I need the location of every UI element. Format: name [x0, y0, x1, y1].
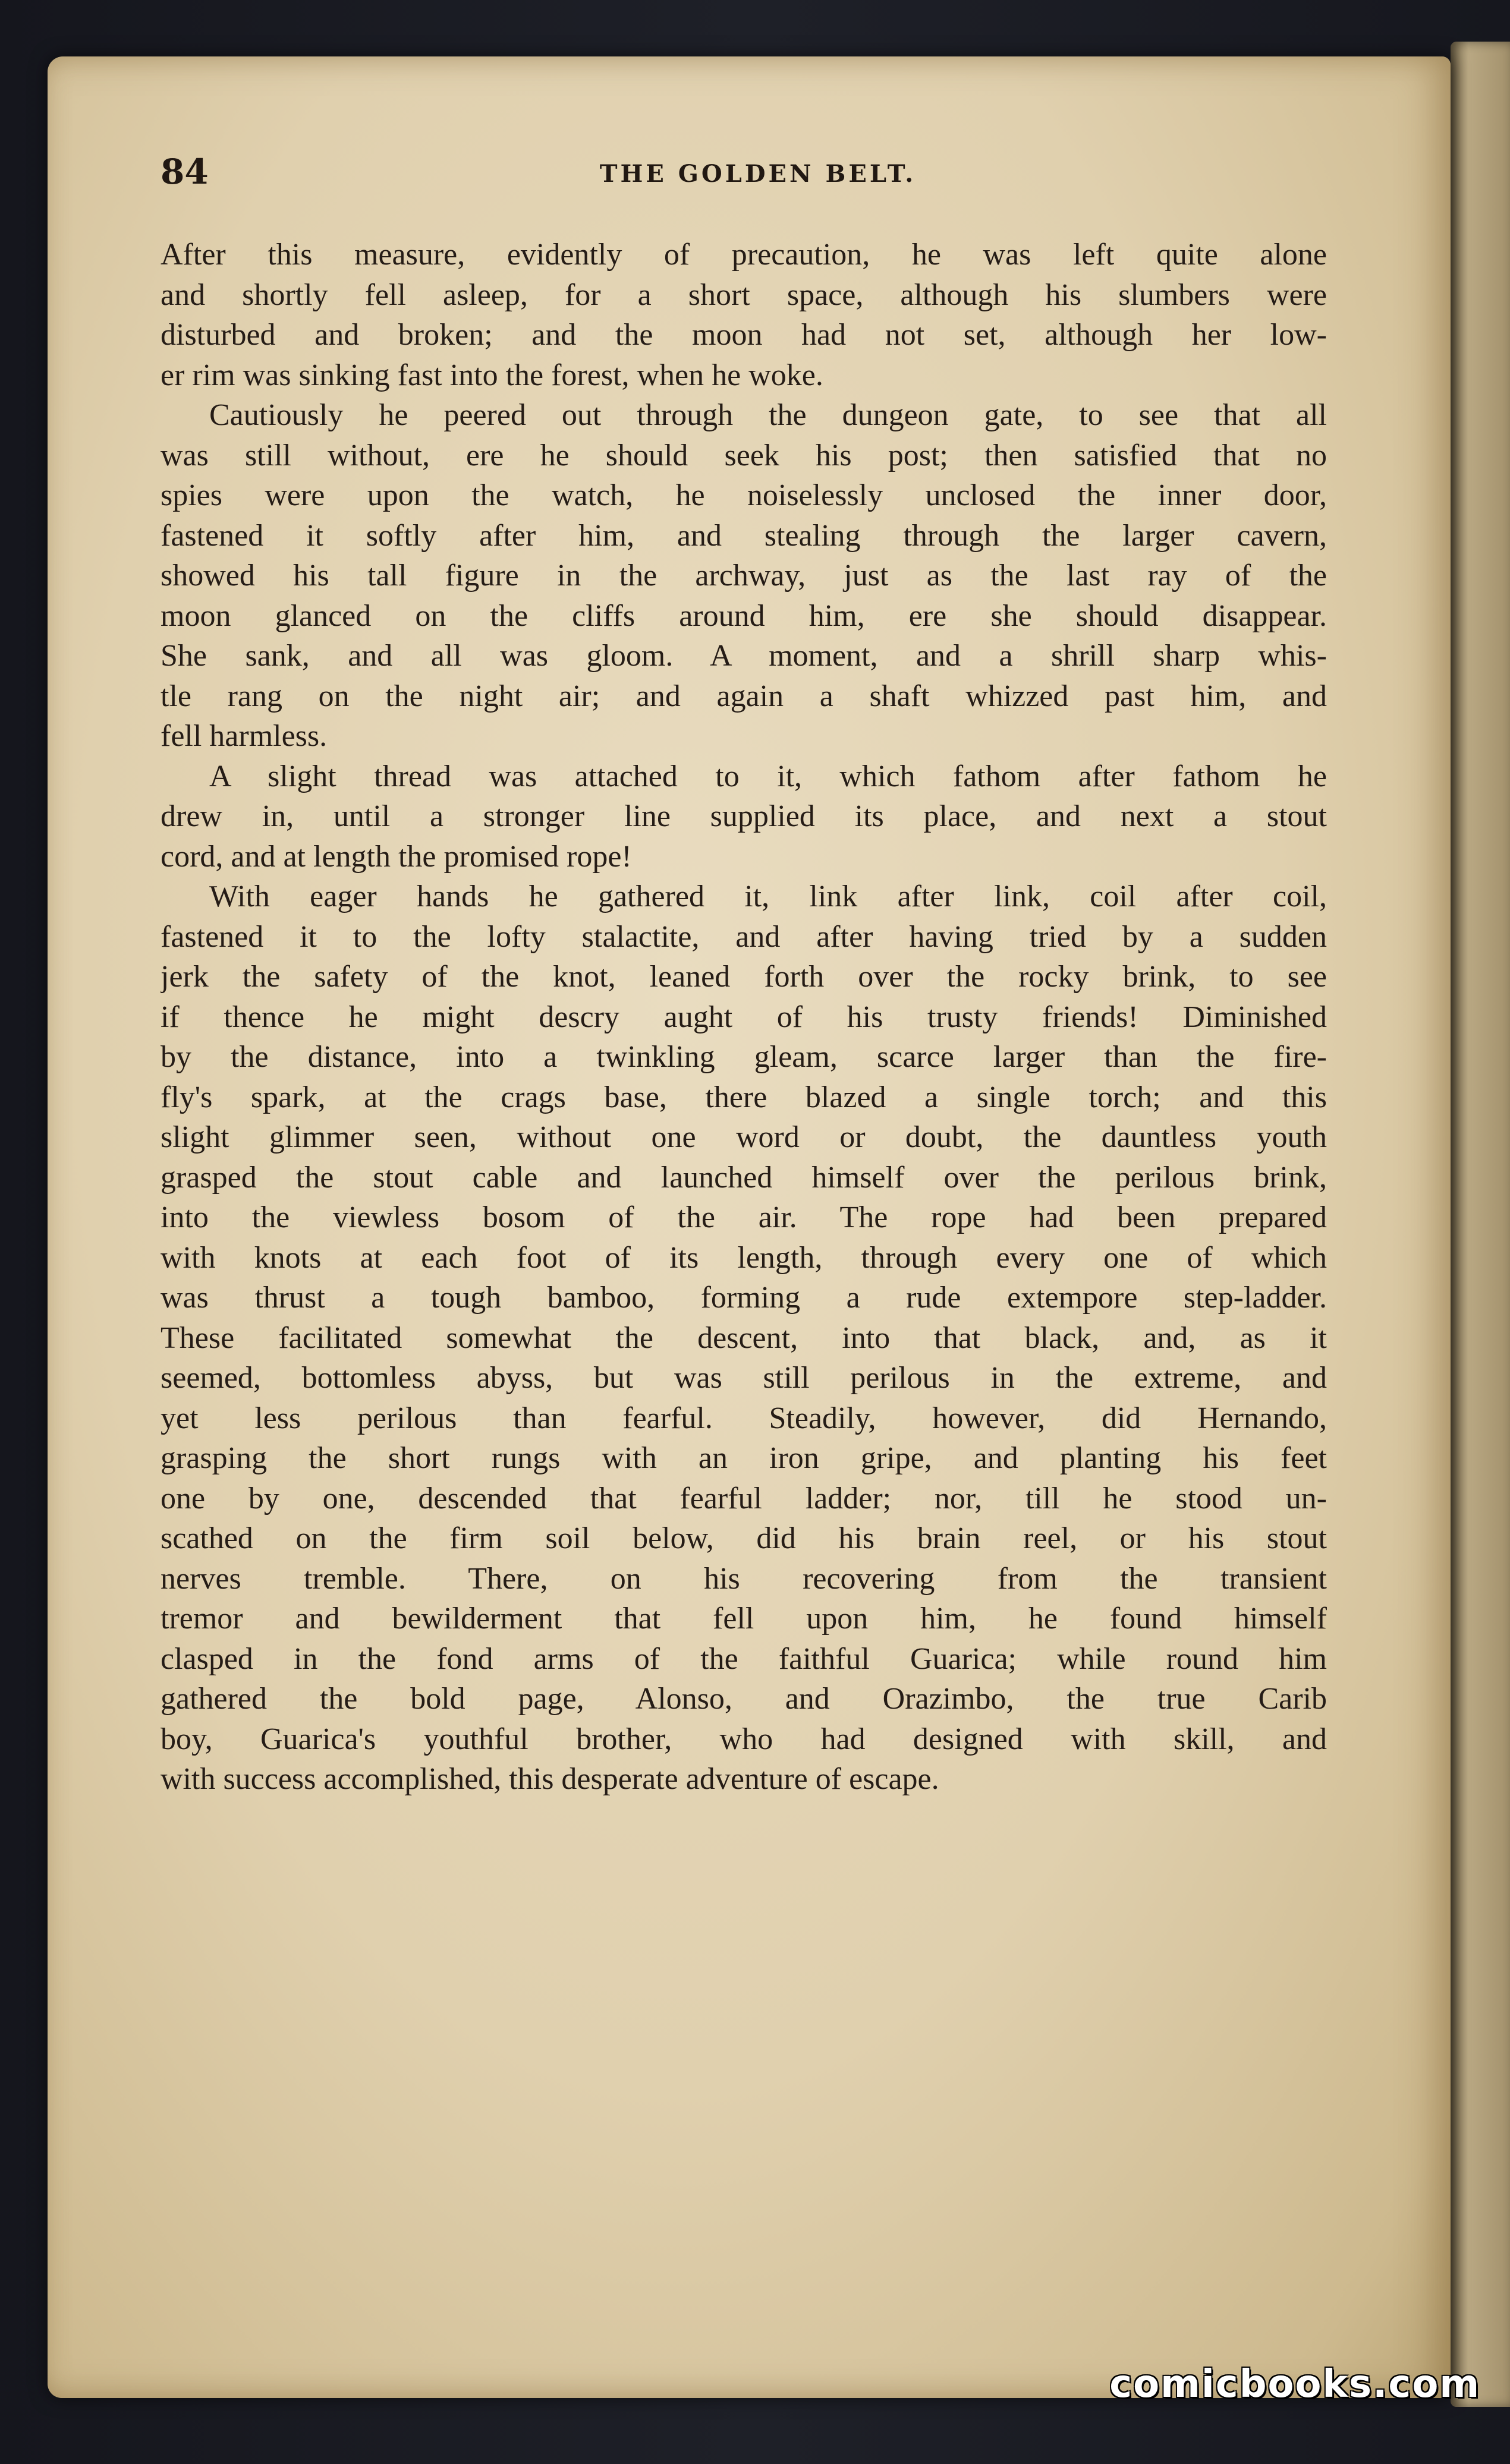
text-line: drew in, until a stronger line supplied its place, and next a stout: [161, 799, 1327, 833]
text-line: slight glimmer seen, without one word or doubt, the dauntless youth: [161, 1120, 1327, 1154]
text-line: She sank, and all was gloom. A moment, and a shrill sharp whis-: [161, 639, 1327, 673]
text-line: Cautiously he peered out through the dungeon gate, to see that all: [209, 398, 1327, 432]
text-line: was thrust a tough bamboo, forming a rude extempore step-ladder.: [161, 1281, 1327, 1315]
page-number: 84: [161, 152, 209, 192]
text-line: jerk the safety of the knot, leaned forth over the rocky brink, to see: [161, 960, 1327, 994]
text-line: with success accomplished, this desperate adventure of escape.: [161, 1762, 939, 1796]
text-line: with knots at each foot of its length, through every one of which: [161, 1240, 1327, 1275]
text-line: tremor and bewilderment that fell upon him, he found himself: [161, 1602, 1327, 1636]
text-line: grasped the stout cable and launched himself over the perilous brink,: [161, 1160, 1327, 1195]
text-line: er rim was sinking fast into the forest, when he woke.: [161, 358, 823, 392]
text-line: With eager hands he gathered it, link after link, coil after coil,: [209, 880, 1327, 913]
text-line: fell harmless.: [161, 719, 328, 753]
text-line: A slight thread was attached to it, which fathom after fathom he: [209, 759, 1327, 793]
adjacent-page-edge: [1451, 42, 1510, 2407]
text-line: showed his tall figure in the archway, just as the last ray of the: [161, 559, 1327, 593]
page-header: [161, 152, 1355, 205]
text-line: scathed on the firm soil below, did his brain reel, or his stout: [161, 1521, 1327, 1555]
running-title: THE GOLDEN BELT.: [599, 160, 917, 188]
text-line: one by one, descended that fearful ladder; nor, till he stood un-: [161, 1481, 1327, 1515]
text-line: fastened it softly after him, and stealing through the larger cavern,: [161, 518, 1327, 553]
text-line: boy, Guarica's youthful brother, who had designed with skill, and: [161, 1722, 1327, 1756]
text-line: spies were upon the watch, he noiselessly unclosed the inner door,: [161, 478, 1327, 512]
text-line: tle rang on the night air; and again a shaft whizzed past him, and: [161, 679, 1327, 713]
text-line: if thence he might descry aught of his trusty friends! Diminished: [161, 1000, 1327, 1034]
text-line: gathered the bold page, Alonso, and Orazimbo, the true Carib: [161, 1682, 1327, 1716]
text-line: fastened it to the lofty stalactite, and after having tried by a sudden: [161, 919, 1327, 954]
text-line: disturbed and broken; and the moon had not set, although her low-: [161, 318, 1327, 352]
text-line: cord, and at length the promised rope!: [161, 839, 632, 874]
text-line: fly's spark, at the crags base, there blazed a single torch; and this: [161, 1080, 1327, 1114]
text-line: yet less perilous than fearful. Steadily, however, did Hernando,: [161, 1401, 1327, 1435]
body-text: [161, 235, 1327, 1800]
text-line: into the viewless bosom of the air. The rope had been prepared: [161, 1201, 1327, 1234]
text-line: grasping the short rungs with an iron gripe, and planting his feet: [161, 1441, 1327, 1475]
text-line: After this measure, evidently of precaution, he was left quite alone: [161, 238, 1327, 272]
text-line: was still without, ere he should seek his post; then satisfied that no: [161, 438, 1327, 472]
text-line: and shortly fell asleep, for a short space, although his slumbers were: [161, 278, 1327, 312]
text-line: seemed, bottomless abyss, but was still perilous in the extreme, and: [161, 1361, 1327, 1395]
text-line: clasped in the fond arms of the faithful Guarica; while round him: [161, 1641, 1327, 1676]
text-line: by the distance, into a twinkling gleam, scarce larger than the fire-: [161, 1040, 1327, 1074]
text-line: These facilitated somewhat the descent, into that black, and, as it: [161, 1321, 1327, 1355]
watermark-text: comicbooks.com: [1109, 2362, 1480, 2406]
text-line: nerves tremble. There, on his recovering from the transient: [161, 1561, 1327, 1596]
text-line: moon glanced on the cliffs around him, ere she should disappear.: [161, 598, 1327, 633]
